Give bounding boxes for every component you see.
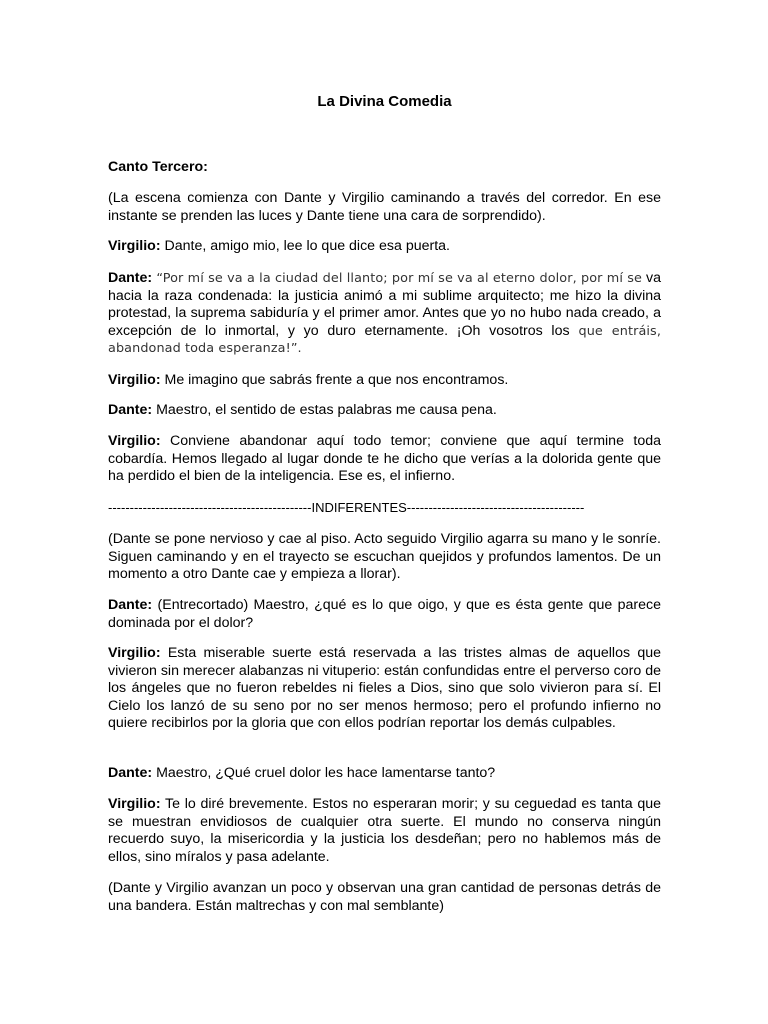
speaker-label: Dante: xyxy=(108,765,153,781)
dialogue-paragraph xyxy=(108,238,661,256)
inscription-quote-end: que entráis, abandonad toda esperanza!”. xyxy=(108,323,661,357)
speaker-label: Virgilio: xyxy=(108,645,161,661)
speaker-label: Virgilio: xyxy=(108,433,161,449)
paragraph-text: Maestro, ¿Qué cruel dolor les hace lamentarse tanto? xyxy=(152,765,496,781)
speaker-label: Dante: xyxy=(108,402,153,418)
dialogue-paragraph xyxy=(108,765,661,783)
paragraph-text: Conviene abandonar aquí todo temor; conviene que aquí termine toda cobardía. Hemos llegado al lugar donde te he dicho que verías a la dolorida gente que ha perdido el bien de la inteligencia. Ese es, el infierno. xyxy=(108,433,661,485)
inscription-quote-start: “Por mí se va a la ciudad del llanto; por mí se va al eterno dolor, por mí se xyxy=(152,271,642,286)
paragraph-text: (Dante y Virgilio avanzan un poco y observan una gran cantidad de personas detrás de una bandera. Están maltrechas y con mal semblante) xyxy=(108,880,661,914)
speaker-label: Dante: xyxy=(108,270,153,286)
stage-direction xyxy=(108,880,661,915)
paragraph-text: Esta miserable suerte está reservada a las tristes almas de aquellos que vivieron sin merecer alabanzas ni vituperio: están confundidas entre el perverso coro de los ángeles que no fueron rebeldes ni fieles a Dios, sino que solo vivieron para sí. El Cielo los lanzó de su seno por no ser menos hermoso; pero el profundo infierno no quiere recibirlos por la gloria que con ellos podrían reportar los demás culpables. xyxy=(108,645,661,732)
paragraph-text: Maestro, el sentido de estas palabras me causa pena. xyxy=(152,402,497,418)
speaker-label: Virgilio: xyxy=(108,372,161,388)
paragraph-text: va hacia la raza condenada: la justicia animó a mi sublime arquitecto; me hizo la divina protestad, la suprema sabiduría y el primer amor. Antes que yo no hubo nada creado, a excepción de lo inmortal, y yo duro eternamente. ¡Oh vosotros los xyxy=(108,270,661,339)
dialogue-paragraph xyxy=(108,796,661,866)
paragraph-text: (Dante se pone nervioso y cae al piso. Acto seguido Virgilio agarra su mano y le sonríe. Siguen caminando y en el trayecto se escuchan quejidos y profundos lamentos. De un momento a otro Dante cae y empieza a llorar). xyxy=(108,531,661,583)
dialogue-paragraph xyxy=(108,402,661,420)
speaker-label: Dante: xyxy=(108,597,153,613)
paragraph-text: (Entrecortado) Maestro, ¿qué es lo que oigo, y que es ésta gente que parece dominada por el dolor? xyxy=(108,597,661,631)
dialogue-paragraph xyxy=(108,645,661,733)
speaker-label: Virgilio: xyxy=(108,796,161,812)
paragraph-text: Dante, amigo mio, lee lo que dice esa puerta. xyxy=(160,238,450,254)
canto-heading: Canto Tercero: xyxy=(108,159,208,175)
stage-direction xyxy=(108,190,661,225)
dialogue-paragraph xyxy=(108,372,661,390)
document-title: La Divina Comedia xyxy=(317,93,452,110)
dialogue-paragraph xyxy=(108,433,661,486)
dialogue-paragraph xyxy=(108,270,661,358)
speaker-label: Virgilio: xyxy=(108,238,161,254)
paragraph-text: Te lo diré brevemente. Estos no esperaran morir; y su ceguedad es tanta que se muestran envidiosos de cualquier otra suerte. El mundo no conserva ningún recuerdo suyo, la misericordia y la justicia los desdeñan; pero no hablemos más de ellos, sino míralos y pasa adelante. xyxy=(108,796,661,865)
section-divider: -----------------------------------------------INDIFERENTES----------------------------------------- xyxy=(108,500,585,515)
stage-direction xyxy=(108,531,661,584)
paragraph-text: (La escena comienza con Dante y Virgilio caminando a través del corredor. En ese instante se prenden las luces y Dante tiene una cara de sorprendido). xyxy=(108,190,661,224)
paragraph-text: Me imagino que sabrás frente a que nos encontramos. xyxy=(160,372,509,388)
dialogue-paragraph xyxy=(108,597,661,632)
